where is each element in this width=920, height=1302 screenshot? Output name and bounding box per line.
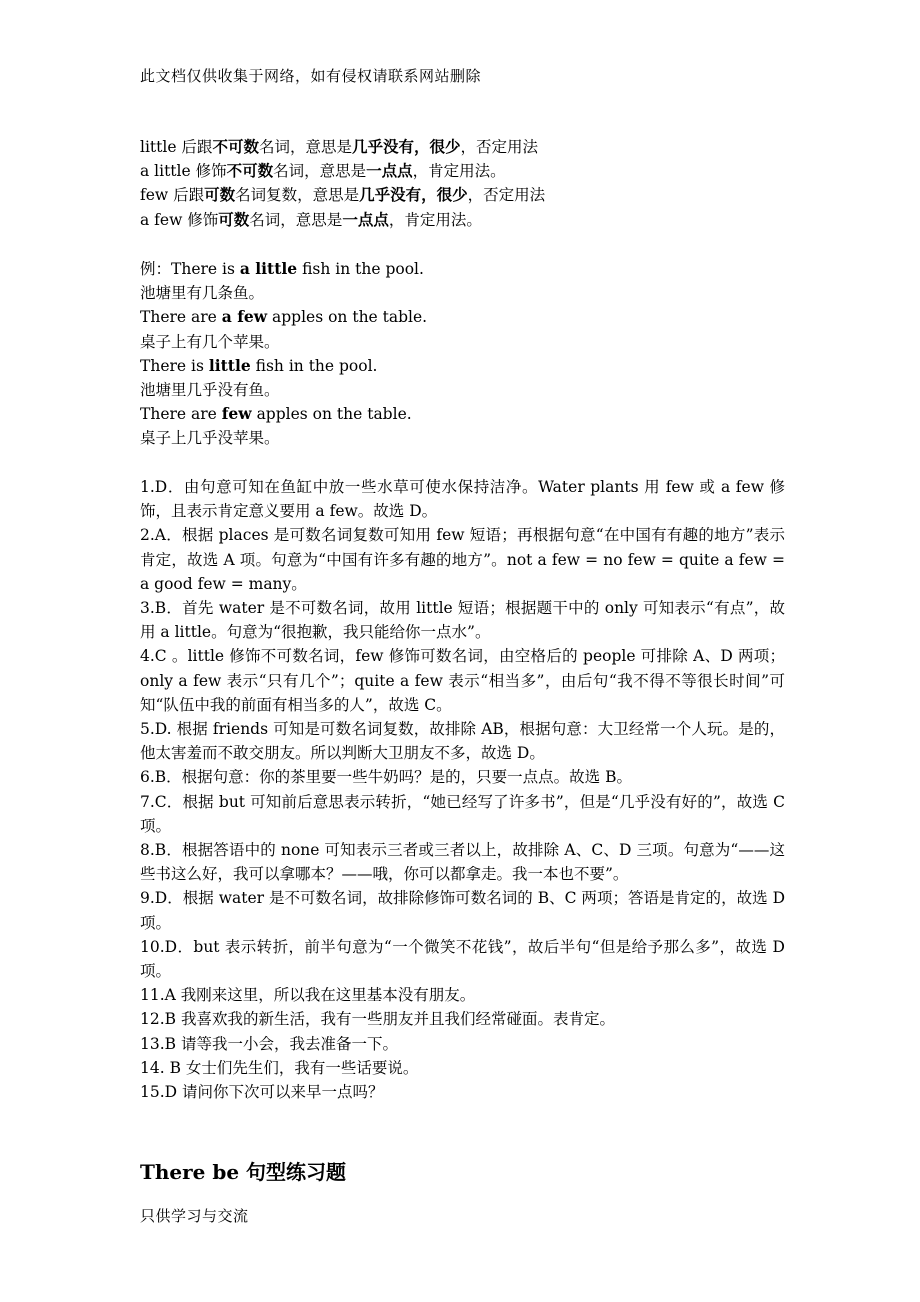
section-title: There be 句型练习题: [140, 1160, 347, 1184]
examples: [140, 257, 785, 451]
answer-item: 8.B．根据答语中的 none 可知表示三者或三者以上，故排除 A、C、D 三项。句意为“——这些书这么好，我可以拿哪本？——哦，你可以都拿走。我一本也不要”。: [140, 841, 785, 884]
answer-item: 9.D．根据 water 是不可数名词，故排除修饰可数名词的 B、C 两项；答语是肯定的，故选 D 项。: [140, 889, 785, 932]
usage-rules: [140, 135, 785, 232]
example-line: 池塘里有几条鱼。: [140, 284, 265, 303]
answer-item: 14. B 女士们先生们，我有一些话要说。: [140, 1058, 419, 1077]
example-line: 桌子上有几个苹果。: [140, 332, 280, 351]
answer-item: 2.A．根据 places 是可数名词复数可知用 few 短语；再根据句意“在中国有有趣的地方”表示肯定，故选 A 项。句意为“中国有许多有趣的地方”。not a few = no few = quite a few = a good few = many。: [140, 526, 785, 593]
example-line: 例：There is a little fish in the pool.: [140, 259, 424, 278]
example-line: There is little fish in the pool.: [140, 355, 378, 375]
answer-item: 1.D．由句意可知在鱼缸中放一些水草可使水保持洁净。Water plants 用 few 或 a few 修饰，且表示肯定意义要用 a few。故选 D。: [140, 478, 785, 521]
usage-line-little: little 后跟不可数名词，意思是几乎没有，很少，否定用法: [140, 137, 538, 156]
usage-line-few: few 后跟可数名词复数，意思是几乎没有，很少，否定用法: [140, 185, 546, 205]
answer-item: 15.D 请问你下次可以来早一点吗？: [140, 1083, 384, 1102]
usage-line-a-few: a few 修饰可数名词，意思是一点点，肯定用法。: [140, 209, 482, 229]
answer-item: 5.D. 根据 friends 可知是可数名词复数，故排除 AB，根据句意：大卫经常一个人玩。是的，他太害羞而不敢交朋友。所以判断大卫朋友不多，故选 D。: [140, 720, 785, 763]
answer-item: 12.B 我喜欢我的新生活，我有一些朋友并且我们经常碰面。表肯定。: [140, 1010, 615, 1029]
example-line: 桌子上几乎没苹果。: [140, 429, 280, 448]
answer-explanations: [140, 475, 785, 1104]
example-line: 池塘里几乎没有鱼。: [140, 381, 280, 400]
page-header: 此文档仅供收集于网络，如有侵权请联系网站删除: [140, 67, 482, 85]
page-footer: 只供学习与交流: [140, 1207, 249, 1225]
answer-item: 7.C．根据 but 可知前后意思表示转折，“她已经写了许多书”，但是“几乎没有好的”，故选 C 项。: [140, 792, 785, 835]
usage-line-a-little: a little 修饰不可数名词，意思是一点点，肯定用法。: [140, 161, 506, 181]
answer-item: 3.B．首先 water 是不可数名词，故用 little 短语；根据题干中的 only 可知表示“有点”，故用 a little。句意为“很抱歉，我只能给你一点水”。: [140, 599, 785, 642]
answer-item: 13.B 请等我一小会，我去准备一下。: [140, 1034, 398, 1053]
answer-item: 6.B．根据句意：你的茶里要一些牛奶吗？是的，只要一点点。故选 B。: [140, 768, 632, 787]
answer-item: 11.A 我刚来这里，所以我在这里基本没有朋友。: [140, 986, 476, 1005]
example-line: There are few apples on the table.: [140, 404, 412, 424]
answer-item: 10.D．but 表示转折，前半句意为“一个微笑不花钱”，故后半句“但是给予那么多”，故选 D 项。: [140, 937, 785, 981]
answer-item: 4.C 。little 修饰不可数名词，few 修饰可数名词，由空格后的 people 可排除 A、D 两项；only a few 表示“只有几个”；quite a few 表示“相当多”，由后句“我不得不等很长时间”可知“队伍中我的前面有相当多的人”，故选 C。: [140, 647, 785, 714]
example-line: There are a few apples on the table.: [140, 307, 428, 327]
